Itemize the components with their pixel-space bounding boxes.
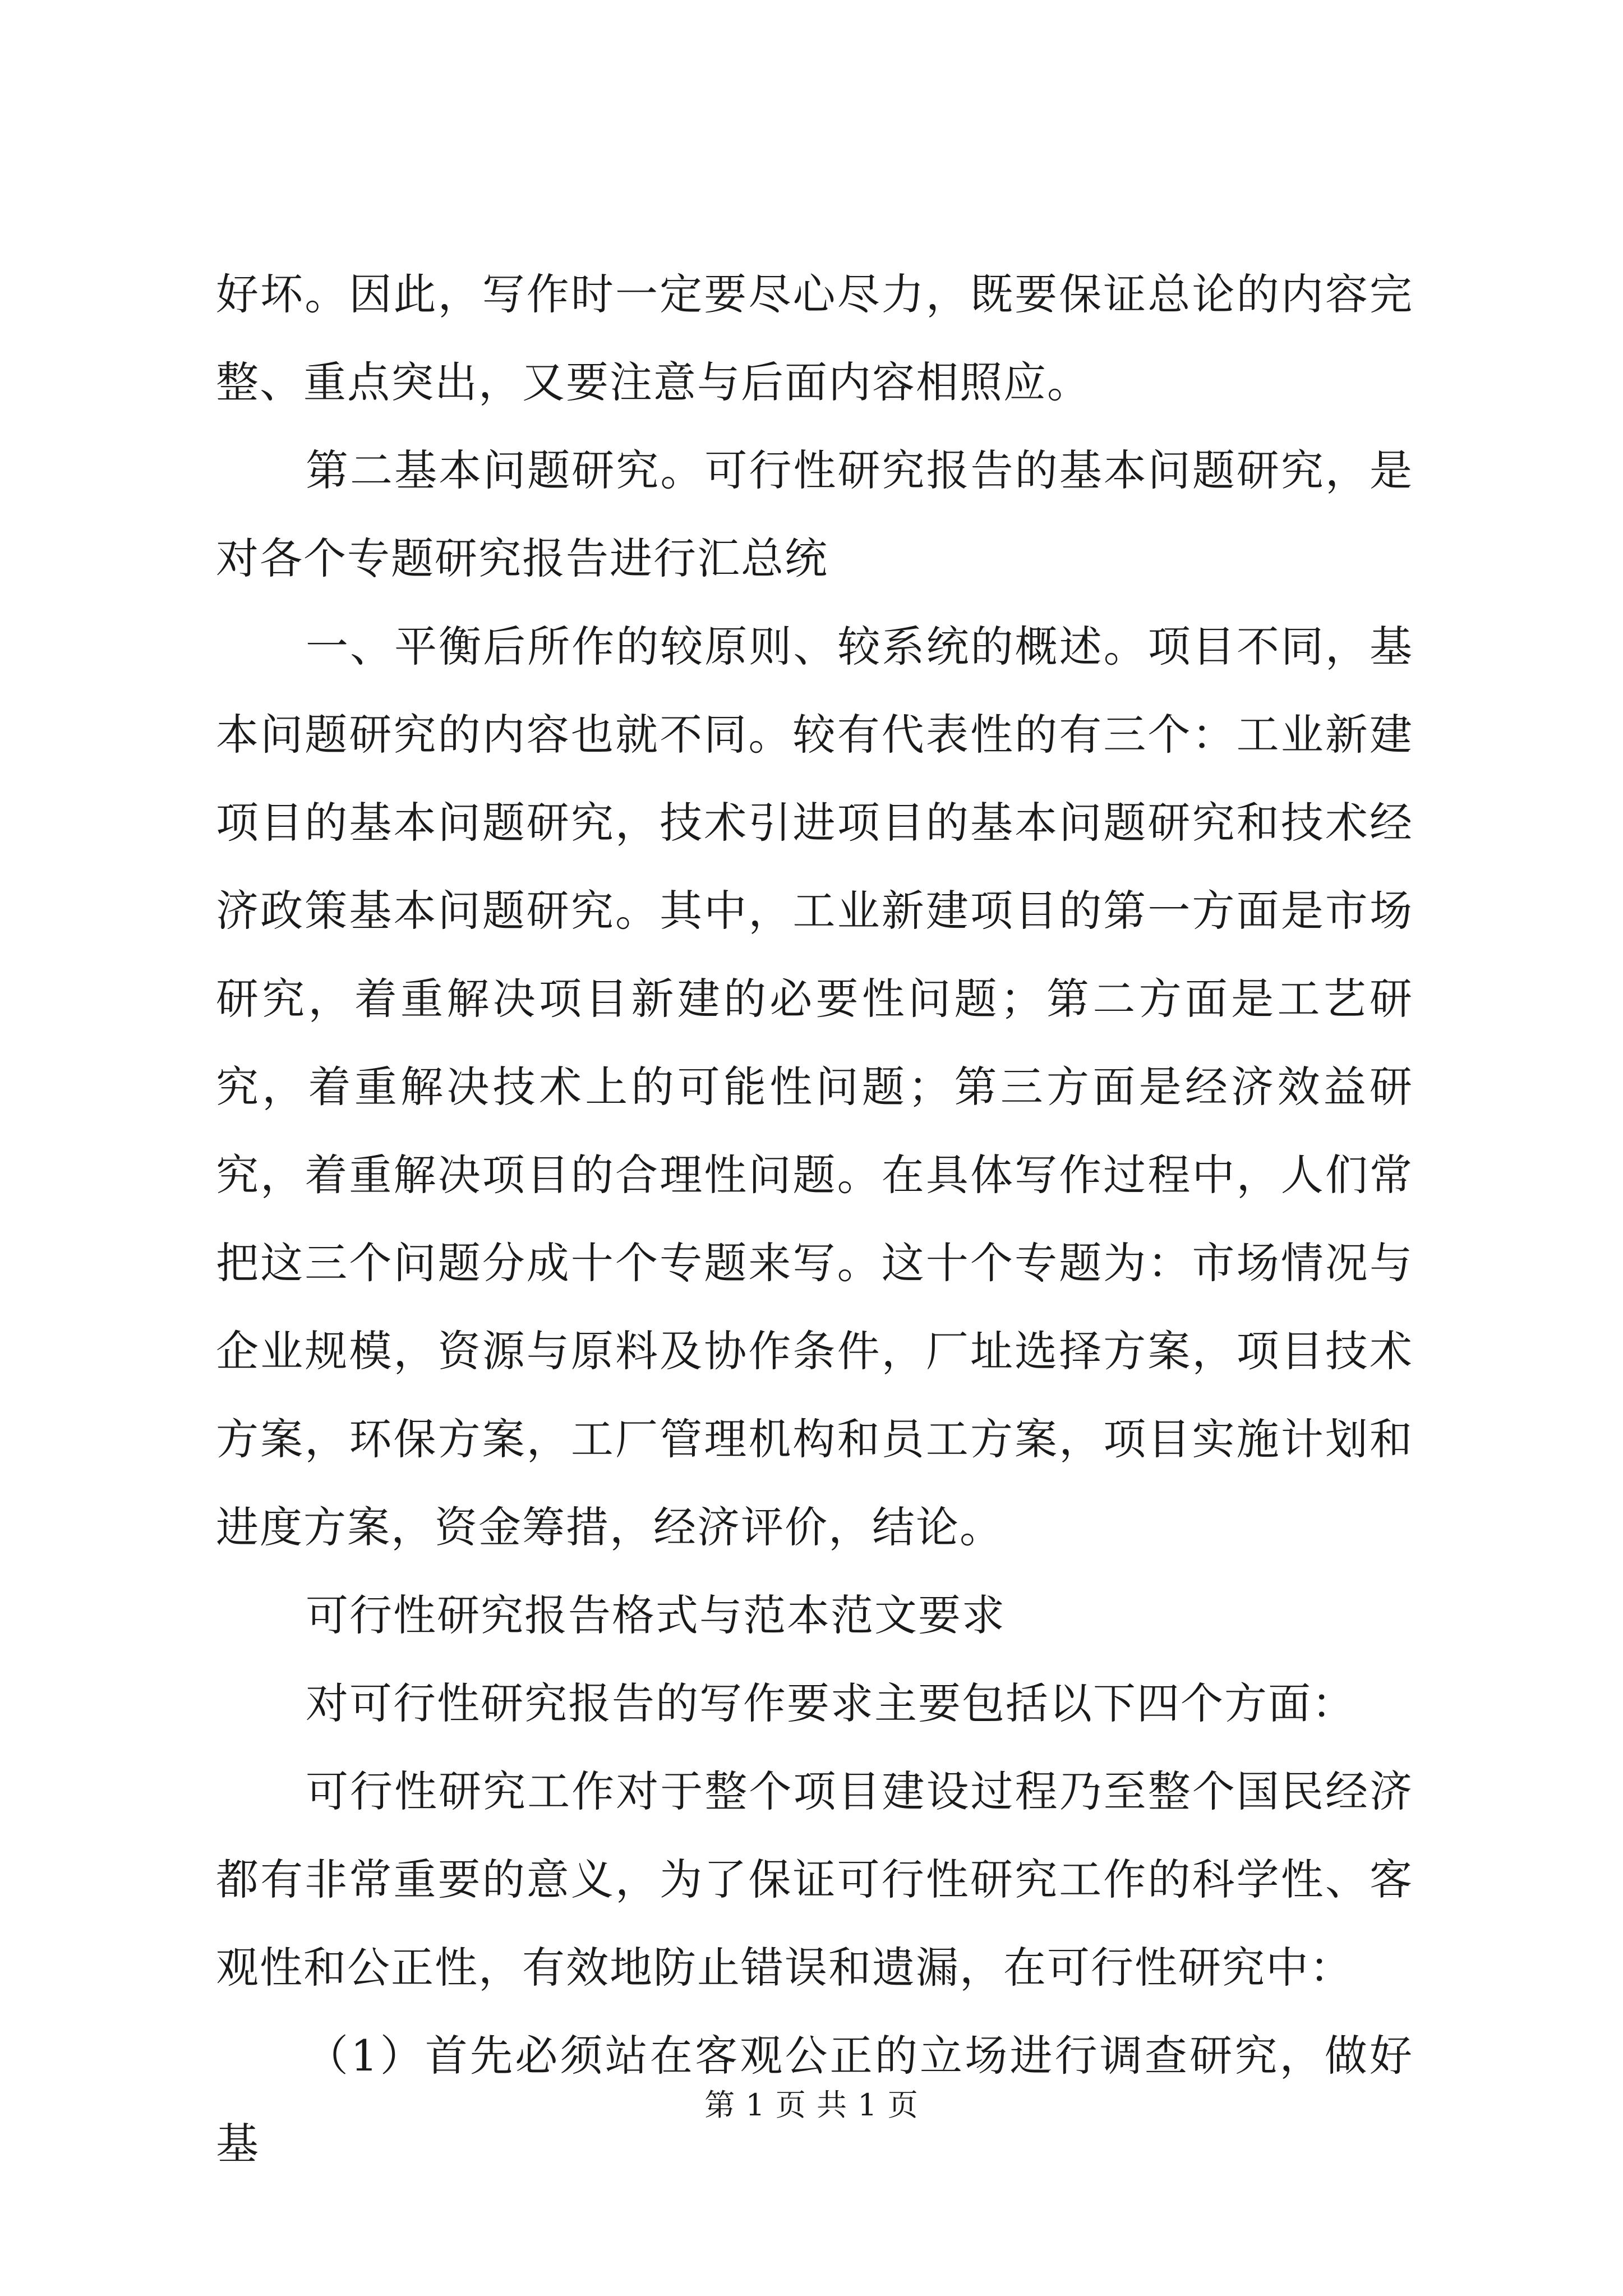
page-footer (0, 2081, 1623, 2124)
paragraph-6: 可行性研究工作对于整个项目建设过程乃至整个国民经济都有非常重要的意义，为了保证可行性研究工作的科学性、客观性和公正性，有效地防止错误和遗漏，在可行性研究中： (216, 1766, 1413, 1993)
paragraph-2: 第二基本问题研究。可行性研究报告的基本问题研究，是对各个专题研究报告进行汇总统 (216, 445, 1413, 583)
page-number-label: 第 1 页 共 1 页 (704, 2087, 919, 2123)
paragraph-3: 一、平衡后所作的较原则、较系统的概述。项目不同，基本问题研究的内容也就不同。较有代表性的有三个：工业新建项目的基本问题研究，技术引进项目的基本问题研究和技术经济政策基本问题研究。其中，工业新建项目的第一方面是市场研究，着重解决项目新建的必要性问题；第二方面是工艺研究，着重解决技术上的可能性问题；第三方面是经济效益研究，着重解决项目的合理性问题。在具体写作过程中，人们常把这三个问题分成十个专题来写。这十个专题为：市场情况与企业规模，资源与原料及协作条件，厂址选择方案，项目技术方案，环保方案，工厂管理机构和员工方案，项目实施计划和进度方案，资金筹措，经济评价，结论。 (216, 622, 1413, 1552)
paragraph-7: （1）首先必须站在客观公正的立场进行调查研究，做好基 (216, 2031, 1413, 2169)
paragraph-4-heading: 可行性研究报告格式与范本范文要求 (306, 1590, 1006, 1640)
paragraph-5: 对可行性研究报告的写作要求主要包括以下四个方面： (306, 1678, 1355, 1728)
document-body (216, 250, 1413, 2188)
paragraph-1: 好坏。因此，写作时一定要尽心尽力，既要保证总论的内容完整、重点突出，又要注意与后面内容相照应。 (216, 269, 1413, 407)
